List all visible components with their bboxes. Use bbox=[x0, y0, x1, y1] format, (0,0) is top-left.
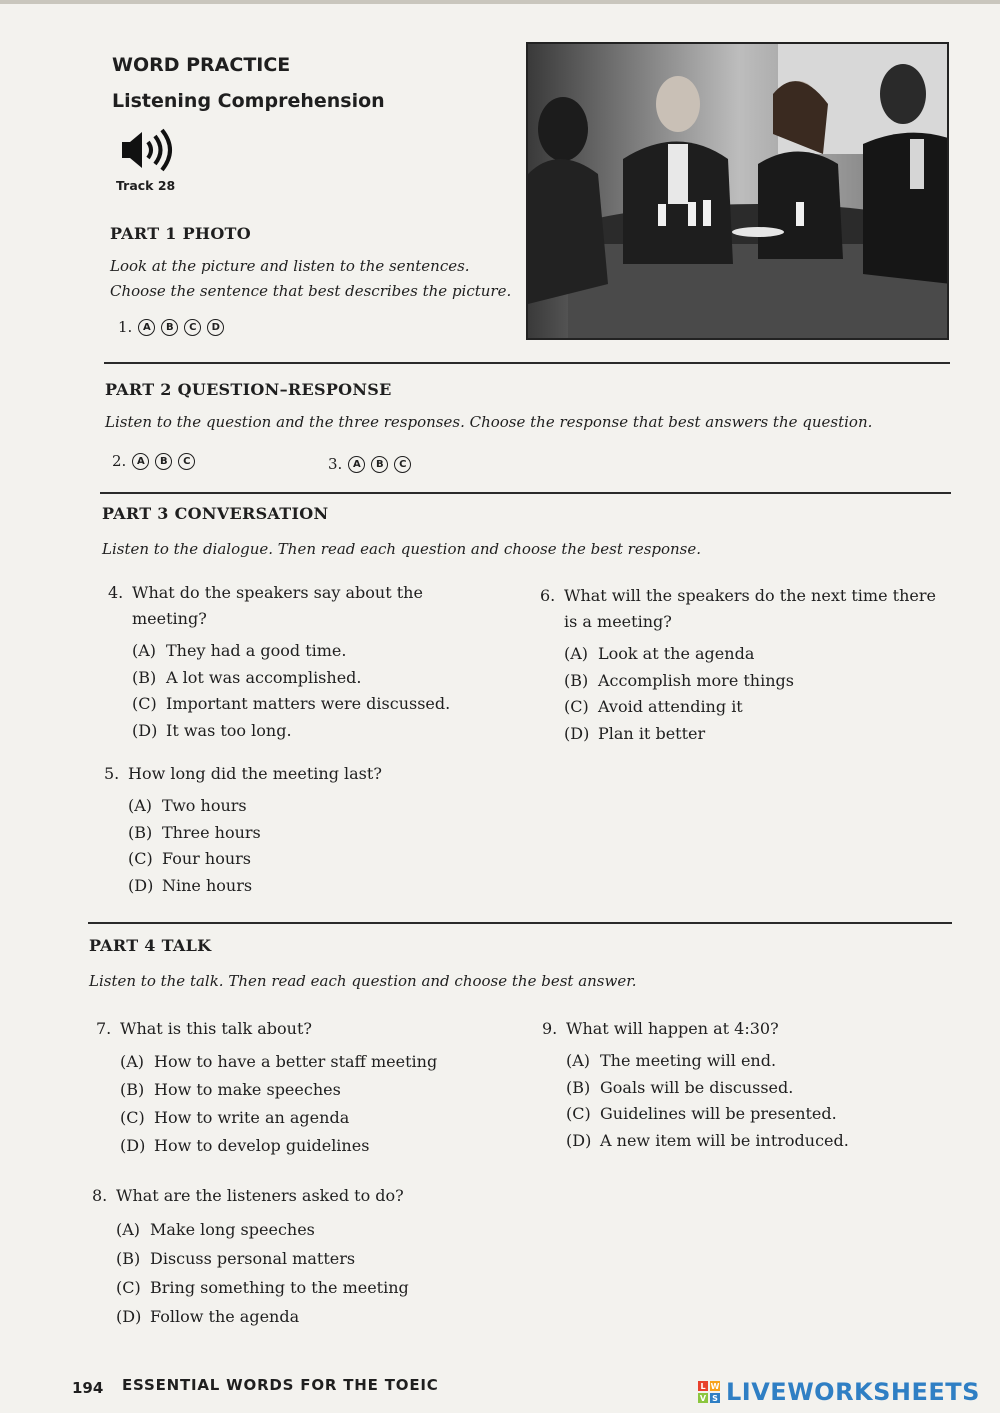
part4-heading: PART 4 TALK bbox=[89, 936, 212, 955]
option-b[interactable]: (B) A lot was accomplished. bbox=[132, 667, 362, 687]
section-subtitle: Listening Comprehension bbox=[112, 90, 385, 112]
option-c[interactable]: (C) Important matters were discussed. bbox=[132, 694, 451, 713]
option-a[interactable]: (A) How to have a better staff meeting bbox=[120, 1052, 438, 1071]
option-c[interactable]: (C) Bring something to the meeting bbox=[116, 1278, 409, 1297]
option-b[interactable]: (B) Accomplish more things bbox=[564, 670, 794, 690]
liveworksheets-logo bbox=[698, 1378, 980, 1406]
question-5: 5. How long did the meeting last? (A) Two hours (B) Three hours (C) Four hours (D) Nine hours bbox=[104, 761, 382, 899]
choice-c[interactable]: C bbox=[178, 453, 195, 470]
question-4: 4. What do the speakers say about the meeting? (A) They had a good time. (B) A lot was accomplished. (C) Important matters were discussed. (D) It was too long. bbox=[108, 580, 450, 744]
option-d[interactable]: (D) How to develop guidelines bbox=[120, 1136, 370, 1155]
answer-choices-1: 1. A B C D bbox=[118, 318, 224, 336]
question-6: 6. What will the speakers do the next time there is a meeting? (A) Look at the agenda (B) Accomplish more things (C) Avoid attending it (D) Plan it better bbox=[540, 583, 936, 747]
logo-text: LIVEWORKSHEETS bbox=[726, 1378, 980, 1406]
answer-choices-3: 3. A B C bbox=[328, 455, 411, 473]
part4-instructions: Listen to the talk. Then read each question and choose the best answer. bbox=[89, 972, 637, 990]
option-c[interactable]: (C) Guidelines will be presented. bbox=[566, 1104, 837, 1123]
answer-choices-2: 2. A B C bbox=[112, 452, 195, 470]
part3-heading: PART 3 CONVERSATION bbox=[102, 504, 329, 523]
section-title: WORD PRACTICE bbox=[112, 54, 291, 76]
choice-d[interactable]: D bbox=[207, 319, 224, 336]
option-d[interactable]: (D) Nine hours bbox=[128, 875, 253, 895]
option-b[interactable]: (B) How to make speeches bbox=[120, 1080, 341, 1099]
choice-b[interactable]: B bbox=[155, 453, 172, 470]
question-7: 7. What is this talk about? (A) How to have a better staff meeting (B) How to make speeches (C) How to write an agenda (D) How to develop guidelines bbox=[96, 1016, 437, 1160]
part1-heading: PART 1 PHOTO bbox=[110, 224, 252, 243]
question-9: 9. What will happen at 4:30? (A) The meeting will end. (B) Goals will be discussed. (C) Guidelines will be presented. (D) A new item will be introduced. bbox=[542, 1016, 849, 1154]
option-d[interactable]: (D) Plan it better bbox=[564, 723, 706, 743]
part3-instructions: Listen to the dialogue. Then read each question and choose the best response. bbox=[102, 540, 702, 558]
choice-c[interactable]: C bbox=[394, 456, 411, 473]
option-a[interactable]: (A) The meeting will end. bbox=[566, 1051, 777, 1070]
option-c[interactable]: (C) How to write an agenda bbox=[120, 1108, 350, 1127]
choice-a[interactable]: A bbox=[348, 456, 365, 473]
choice-a[interactable]: A bbox=[132, 453, 149, 470]
option-a[interactable]: (A) They had a good time. bbox=[132, 641, 347, 660]
part1-instructions: Look at the picture and listen to the sentences. Choose the sentence that best describes the picture. bbox=[110, 257, 512, 300]
part2-heading: PART 2 QUESTION–RESPONSE bbox=[105, 380, 392, 399]
option-b[interactable]: (B) Discuss personal matters bbox=[116, 1249, 356, 1268]
option-a[interactable]: (A) Two hours bbox=[128, 796, 247, 815]
choice-b[interactable]: B bbox=[371, 456, 388, 473]
meeting-photo bbox=[526, 42, 949, 340]
option-d[interactable]: (D) It was too long. bbox=[132, 720, 292, 740]
logo-icon: L W V S bbox=[699, 1381, 720, 1403]
option-a[interactable]: (A) Look at the agenda bbox=[564, 644, 755, 663]
option-c[interactable]: (C) Four hours bbox=[128, 849, 251, 868]
page-number: 194 bbox=[72, 1379, 104, 1397]
divider bbox=[88, 922, 952, 924]
option-c[interactable]: (C) Avoid attending it bbox=[564, 697, 743, 716]
track-label: Track 28 bbox=[116, 178, 176, 193]
option-a[interactable]: (A) Make long speeches bbox=[116, 1220, 315, 1239]
option-d[interactable]: (D) Follow the agenda bbox=[116, 1307, 300, 1326]
divider bbox=[100, 492, 951, 494]
choice-c[interactable]: C bbox=[184, 319, 201, 336]
part2-instructions: Listen to the question and the three responses. Choose the response that best answers the question. bbox=[105, 413, 873, 431]
option-b[interactable]: (B) Goals will be discussed. bbox=[566, 1077, 794, 1097]
choice-a[interactable]: A bbox=[138, 319, 155, 336]
speaker-icon[interactable] bbox=[120, 128, 180, 172]
question-8: 8. What are the listeners asked to do? (A) Make long speeches (B) Discuss personal matters (C) Bring something to the meeting (D) Follow the agenda bbox=[92, 1183, 409, 1331]
book-title: ESSENTIAL WORDS FOR THE TOEIC bbox=[122, 1376, 439, 1394]
option-b[interactable]: (B) Three hours bbox=[128, 822, 261, 842]
choice-b[interactable]: B bbox=[161, 319, 178, 336]
top-edge bbox=[0, 0, 1000, 4]
option-d[interactable]: (D) A new item will be introduced. bbox=[566, 1130, 849, 1150]
divider bbox=[104, 362, 950, 364]
